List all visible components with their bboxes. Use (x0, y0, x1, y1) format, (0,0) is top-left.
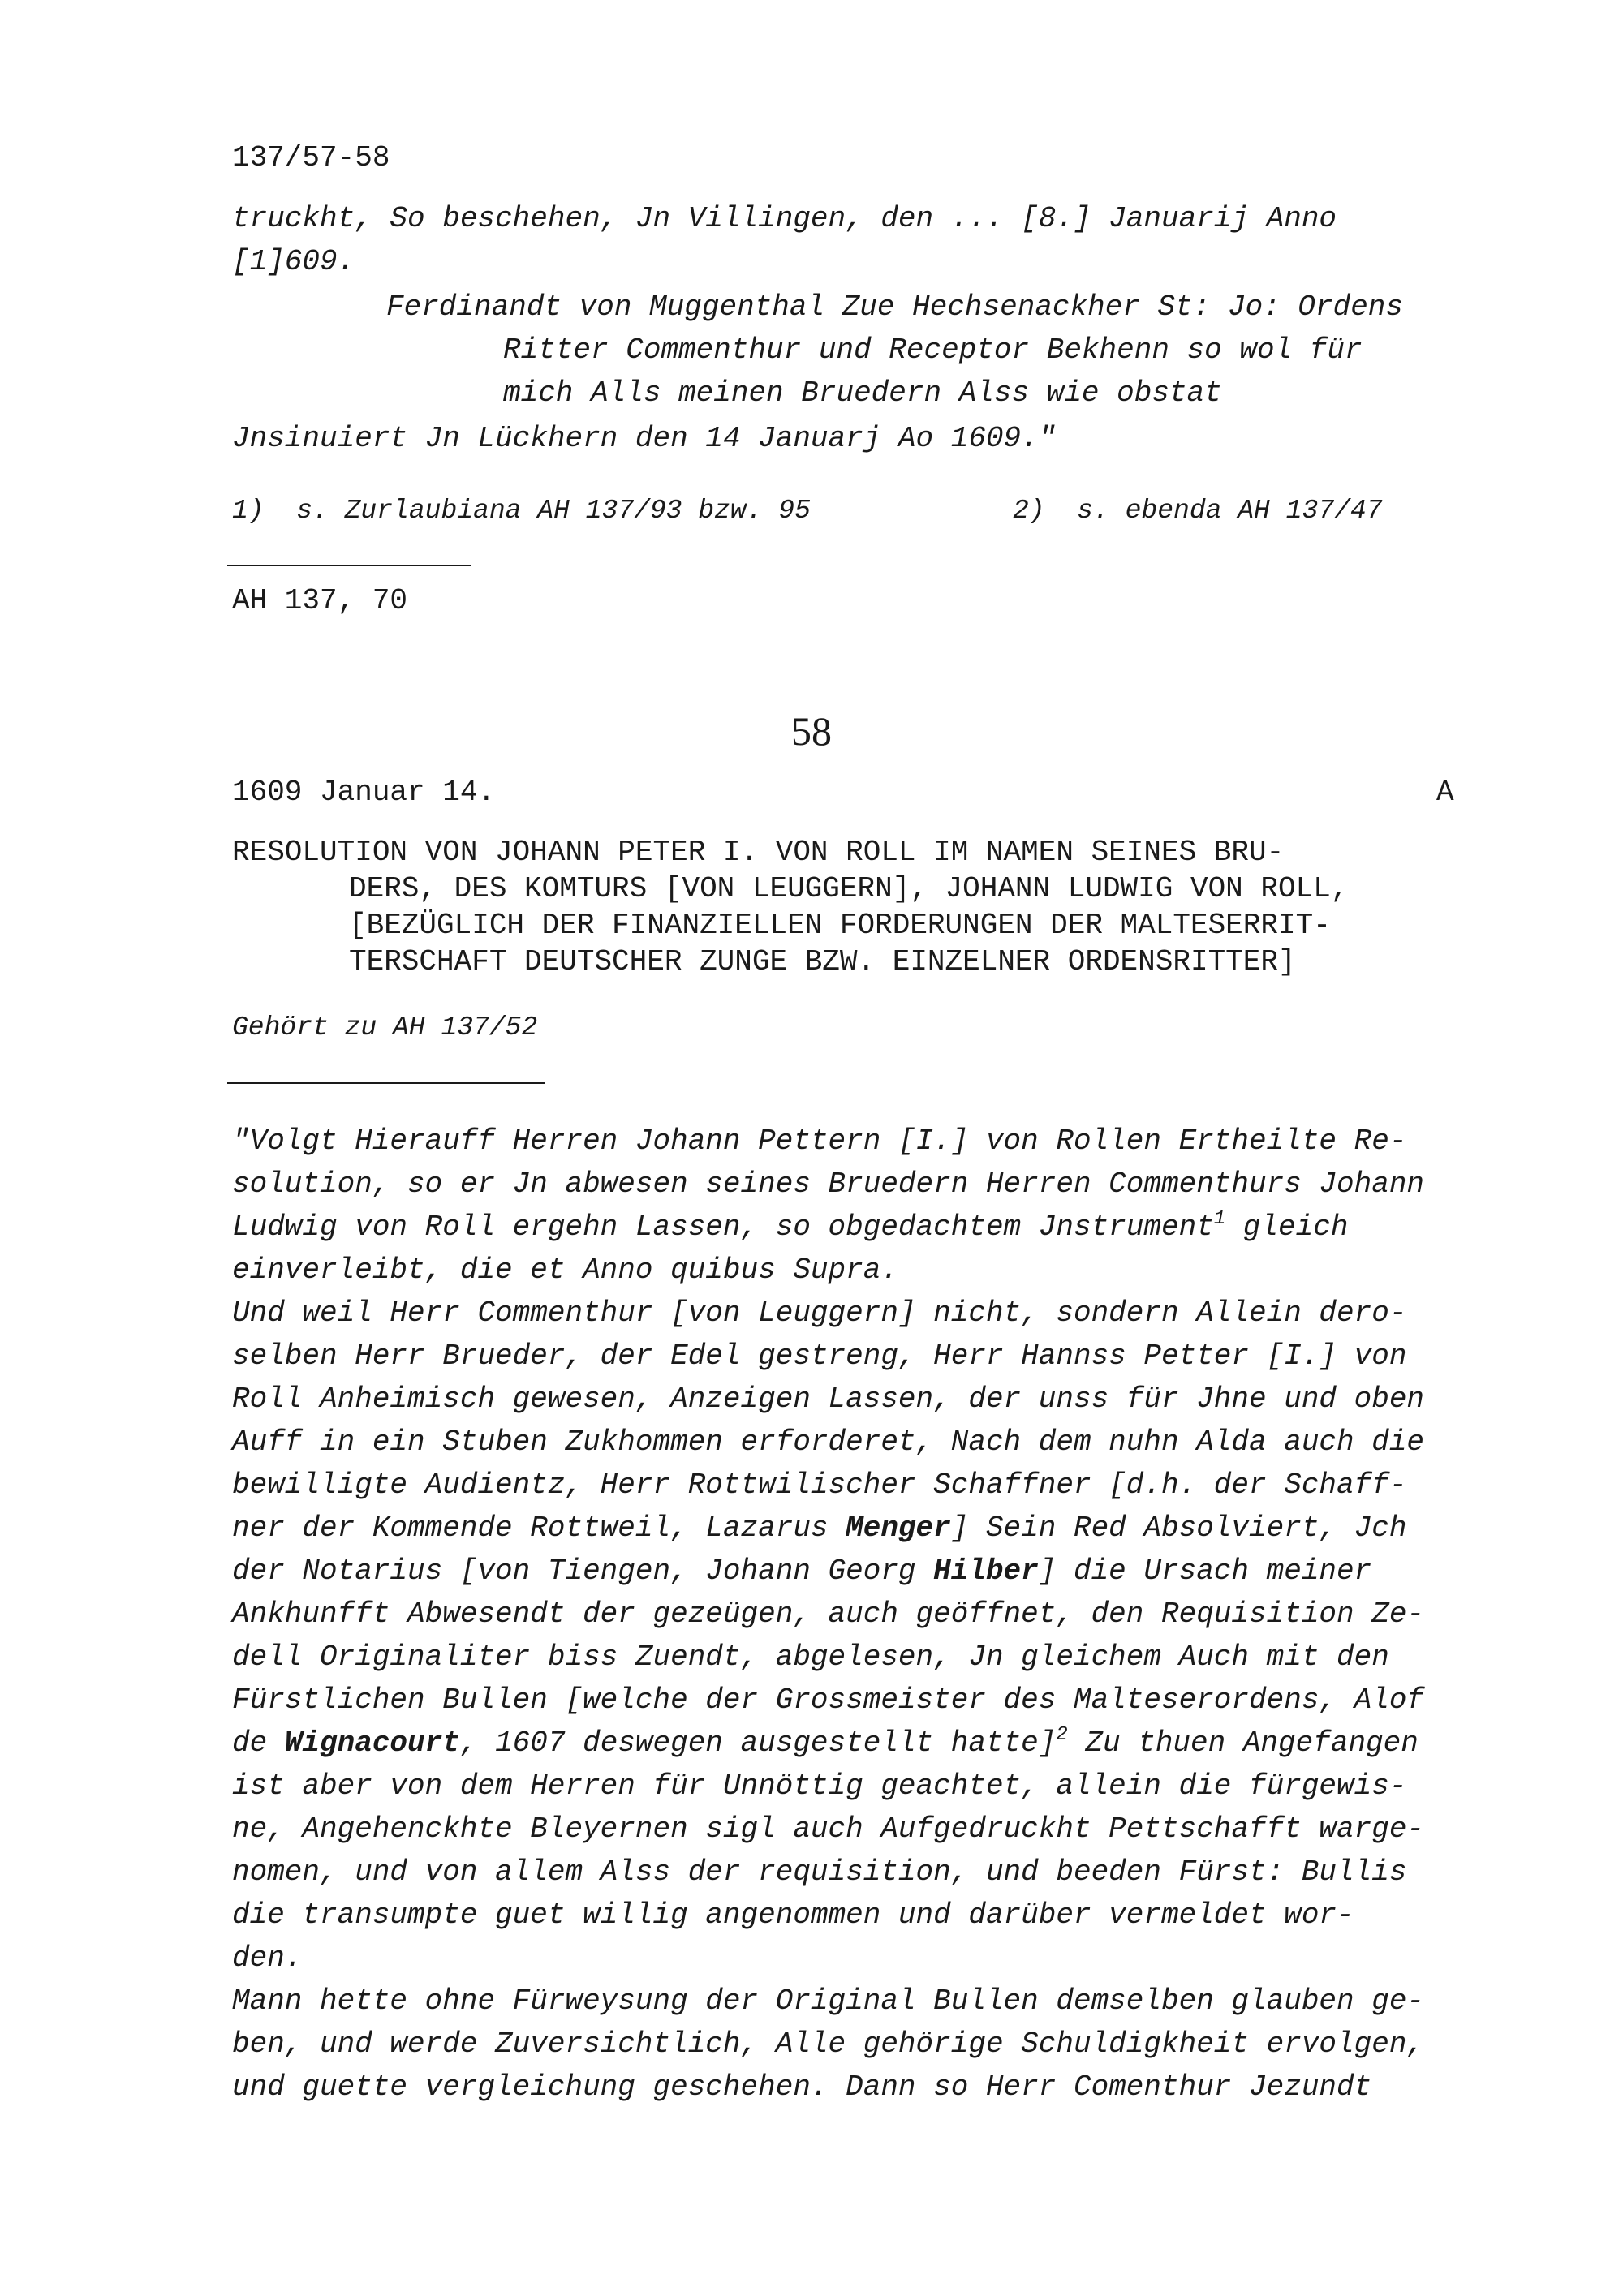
body-line: einverleibt, die et Anno quibus Supra. (232, 1253, 898, 1287)
footnote-marker: 1 (1213, 1208, 1226, 1230)
body-line: "Volgt Hierauff Herren Johann Pettern [I.] von Rollen Ertheilte Re- (232, 1124, 1407, 1158)
body-separator-rule (227, 1082, 545, 1084)
body-line: selben Herr Brueder, der Edel gestreng, Herr Hannss Petter [I.] von (232, 1339, 1407, 1373)
body-line: ner der Kommende Rottweil, Lazarus Menger] Sein Red Absolviert, Jch (232, 1511, 1407, 1545)
body-line: Mann hette ohne Fürweysung der Original Bullen demselben glauben ge- (232, 1984, 1425, 2018)
body-line: Roll Anheimisch gewesen, Anzeigen Lassen, der unss für Jhne und oben (232, 1382, 1425, 1416)
person-name: Menger (846, 1511, 951, 1545)
document-body (232, 1120, 1424, 2109)
previous-document-closing (232, 197, 1337, 283)
insinuation-line: Jnsinuiert Jn Lückhern den 14 Januarj Ao 1609." (232, 422, 1057, 455)
heading-line: [BEZÜGLICH DER FINANZIELLEN FORDERUNGEN DER MALTESERRIT- (349, 909, 1331, 942)
body-line: Fürstlichen Bullen [welche der Grossmeister des Malteserordens, Alof (232, 1683, 1425, 1717)
body-line: und guette vergleichung geschehen. Dann so Herr Comenthur Jezundt (232, 2070, 1372, 2104)
document-heading (232, 834, 1284, 871)
body-line: ben, und werde Zuversichtlich, Alle gehörige Schuldigkheit ervolgen, (232, 2027, 1425, 2061)
body-line: solution, so er Jn abwesen seines Bruedern Herren Commenthurs Johann (232, 1167, 1425, 1201)
body-line: bewilligte Audientz, Herr Rottwilischer Schaffner [d.h. der Schaff- (232, 1468, 1407, 1502)
document-date: 1609 Januar 14. (232, 776, 496, 809)
signature-continued-block (503, 329, 1363, 415)
signature-line: Ferdinandt von Muggenthal Zue Hechsenackher St: Jo: Ordens (386, 290, 1404, 324)
closing-line: truckht, So beschehen, Jn Villingen, den ... [8.] Januarij Anno (232, 202, 1337, 235)
body-line: ist aber von dem Herren für Unnöttig geachtet, allein die fürgewis- (232, 1769, 1407, 1803)
belongs-to-note: Gehört zu AH 137/52 (232, 1013, 538, 1043)
signature-line: mich Alls meinen Bruedern Alss wie obstat (503, 376, 1222, 410)
heading-line: TERSCHAFT DEUTSCHER ZUNGE BZW. EINZELNER ORDENSRITTER] (349, 945, 1296, 978)
closing-line: [1]609. (232, 245, 355, 278)
source-reference: AH 137, 70 (232, 584, 408, 617)
body-line: Ankhunfft Abwesendt der gezeügen, auch geöffnet, den Requisition Ze- (232, 1597, 1425, 1631)
body-line: den. (232, 1941, 303, 1975)
body-line: die transumpte guet willig angenommen und darüber vermeldet wor- (232, 1898, 1354, 1932)
document-number: 58 (791, 708, 832, 754)
body-line: Und weil Herr Commenthur [von Leuggern] nicht, sondern Allein dero- (232, 1296, 1407, 1330)
heading-line: RESOLUTION VON JOHANN PETER I. VON ROLL IM NAMEN SEINES BRU- (232, 836, 1285, 869)
document-type-letter: A (1436, 776, 1454, 809)
person-name: Hilber (933, 1554, 1039, 1588)
body-line: nomen, und von allem Alss der requisition, und beeden Fürst: Bullis (232, 1855, 1407, 1889)
body-line: de Wignacourt, 1607 deswegen ausgestellt hatte]$^2$ Zu thuen Angefangen (232, 1724, 1419, 1760)
body-line: Ludwig von Roll ergehn Lassen, so obgedachtem Jnstrument$^1$ gleich (232, 1208, 1349, 1244)
body-line: dell Originaliter biss Zuendt, abgelesen, Jn gleichem Auch mit den (232, 1640, 1389, 1674)
body-line: der Notarius [von Tiengen, Johann Georg Hilber] die Ursach meiner (232, 1554, 1372, 1588)
document-heading-continued (349, 871, 1348, 980)
footnote-marker: 2 (1056, 1724, 1068, 1746)
source-separator-rule (227, 565, 471, 566)
footnote-1: 1) s. Zurlaubiana AH 137/93 bzw. 95 (232, 496, 811, 526)
footnote-2: 2) s. ebenda AH 137/47 (1013, 496, 1383, 526)
person-name: Wignacourt (284, 1726, 460, 1760)
heading-line: DERS, DES KOMTURS [VON LEUGGERN], JOHANN LUDWIG VON ROLL, (349, 872, 1349, 905)
signature-first-line-block (386, 286, 1403, 329)
body-line: ne, Angehenckhte Bleyernen sigl auch Aufgedruckht Pettschafft warge- (232, 1812, 1425, 1846)
page-reference: 137/57-58 (232, 141, 390, 174)
body-line: Auff in ein Stuben Zukhommen erforderet, Nach dem nuhn Alda auch die (232, 1425, 1425, 1459)
signature-line: Ritter Commenthur und Receptor Bekhenn so wol für (503, 333, 1363, 367)
